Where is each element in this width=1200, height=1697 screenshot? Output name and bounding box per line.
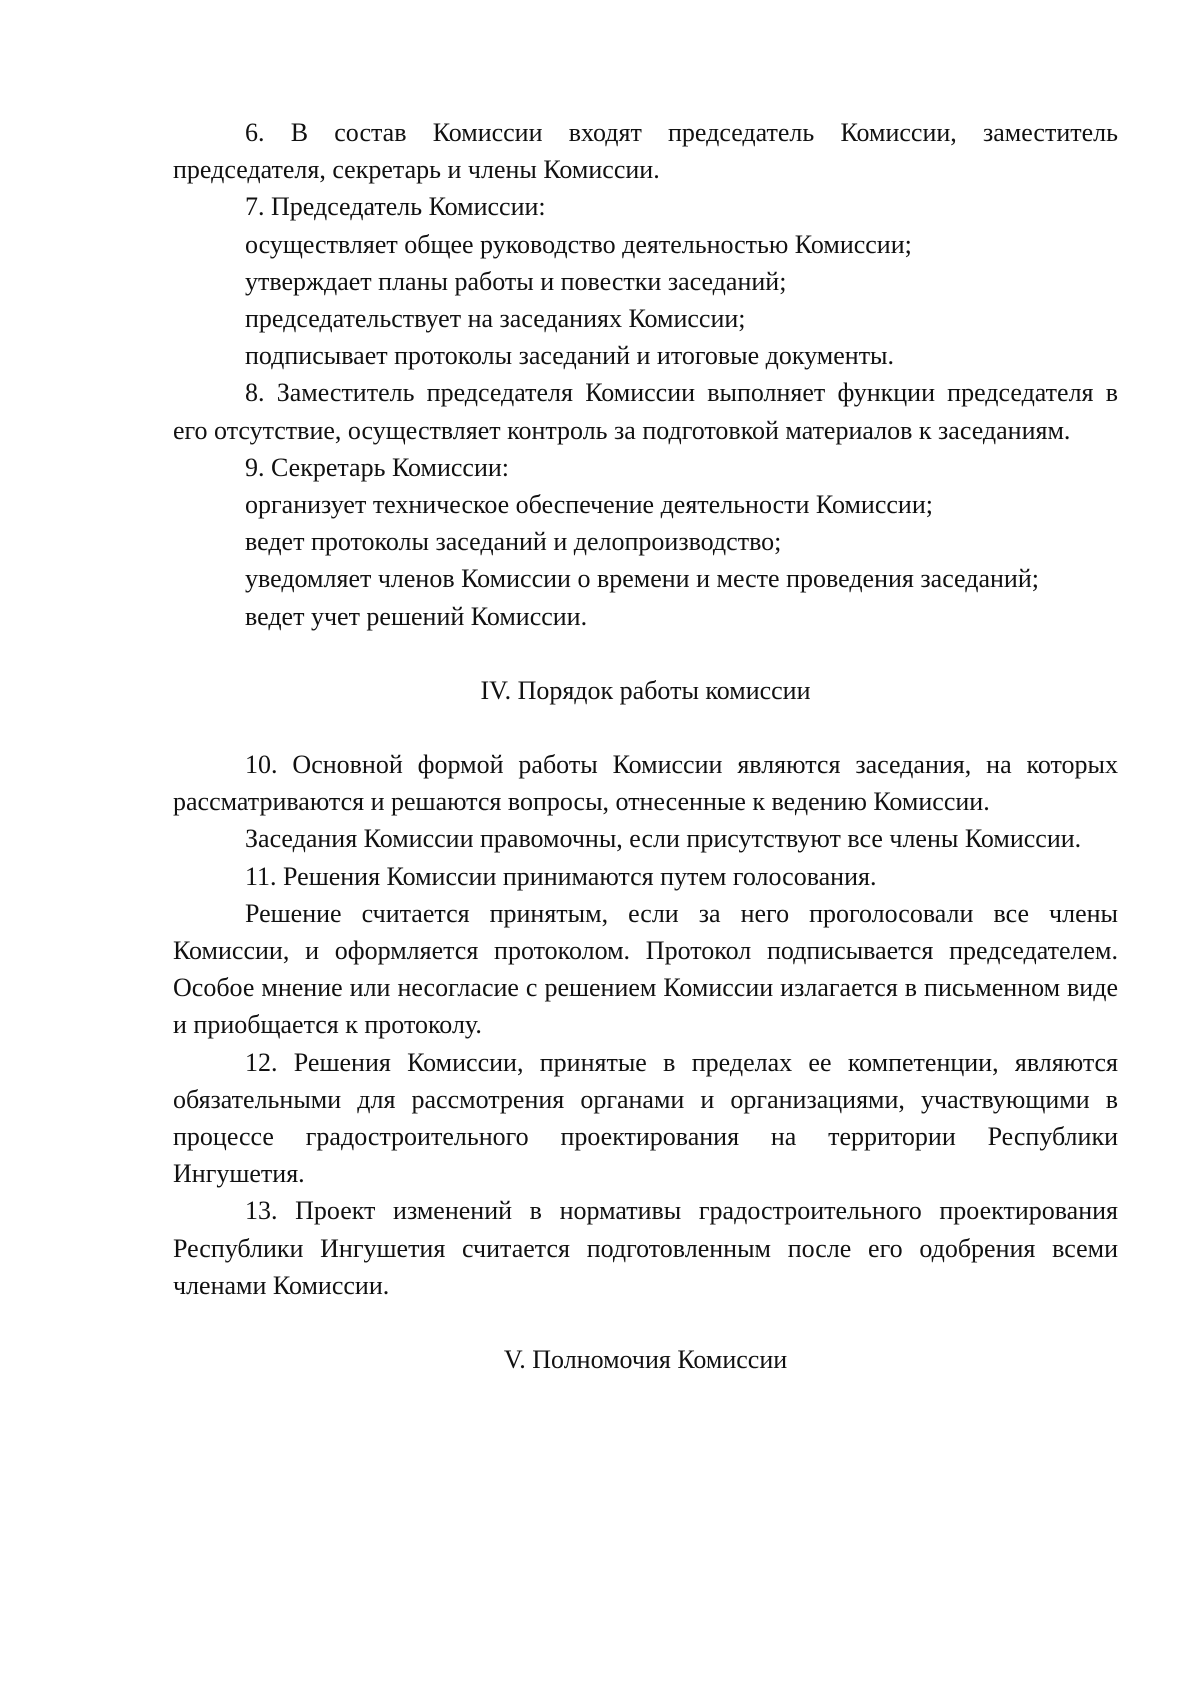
paragraph-7-item-3: председательствует на заседаниях Комиссии; (245, 304, 746, 334)
section-heading-v: V. Полномочия Комиссии (503, 1345, 788, 1375)
paragraph-13: 13. Проект изменений в нормативы градостроительного проектирования Республики Ингушетия считается подготовленным после его одобрения всеми членами Комиссии. (173, 1196, 1118, 1300)
paragraph-7-item-2: утверждает планы работы и повестки заседаний; (245, 266, 787, 296)
paragraph-7-item-1: осуществляет общее руководство деятельностью Комиссии; (245, 229, 912, 259)
paragraph-9-item-4: ведет учет решений Комиссии. (245, 601, 588, 631)
paragraph-9-item-3: уведомляет членов Комиссии о времени и месте проведения заседаний; (245, 564, 1039, 594)
paragraph-8: 8. Заместитель председателя Комиссии выполняет функции председателя в его отсутствие, осуществляет контроль за подготовкой материалов к заседаниям. (173, 378, 1118, 445)
paragraph-7-item-4: подписывает протоколы заседаний и итоговые документы. (245, 341, 895, 371)
paragraph-9-item-2: ведет протоколы заседаний и делопроизводство; (245, 527, 782, 557)
paragraph-6: 6. В состав Комиссии входят председатель Комиссии, заместитель председателя, секретарь и члены Комиссии. (173, 118, 1118, 185)
paragraph-7: 7. Председатель Комиссии: (245, 192, 546, 222)
section-heading-iv: IV. Порядок работы комиссии (480, 675, 811, 705)
paragraph-9: 9. Секретарь Комиссии: (245, 452, 509, 482)
document-page (173, 114, 1118, 1378)
paragraph-11: 11. Решения Комиссии принимаются путем голосования. (245, 861, 877, 891)
paragraph-9-item-1: организует техническое обеспечение деятельности Комиссии; (245, 490, 933, 520)
paragraph-10: 10. Основной формой работы Комиссии являются заседания, на которых рассматриваются и решаются вопросы, отнесенные к ведению Комиссии. (173, 750, 1118, 817)
paragraph-11-decision: Решение считается принятым, если за него проголосовали все члены Комиссии, и оформляется протоколом. Протокол подписывается председателем. Особое мнение или несогласие с решением Комиссии излагается в письменном виде и приобщается к протоколу. (173, 898, 1118, 1040)
paragraph-10-quorum: Заседания Комиссии правомочны, если присутствуют все члены Комиссии. (245, 824, 1082, 854)
paragraph-12: 12. Решения Комиссии, принятые в пределах ее компетенции, являются обязательными для рассмотрения органами и организациями, участвующими в процессе градостроительного проектирования на территории Республики Ингушетия. (173, 1047, 1118, 1189)
